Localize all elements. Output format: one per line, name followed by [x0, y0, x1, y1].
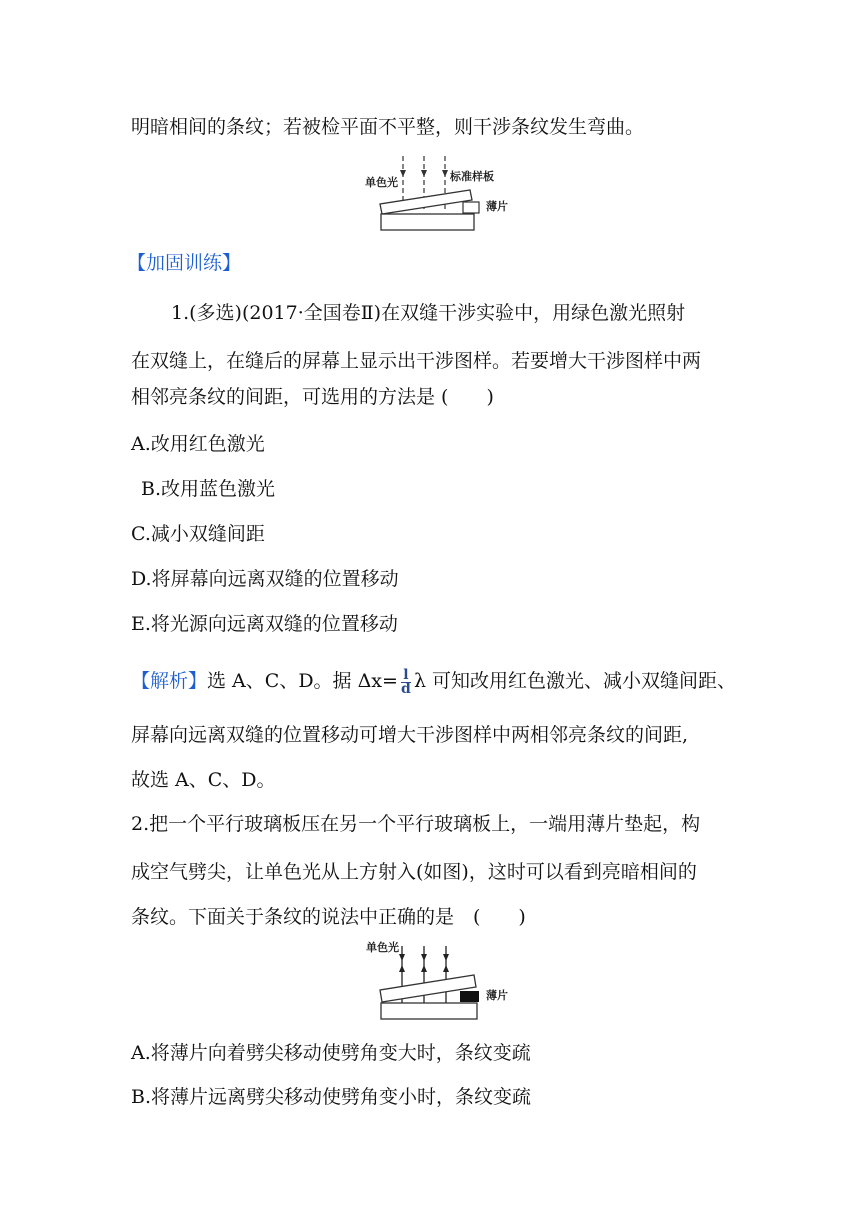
upper-plate-2: [380, 975, 476, 1002]
q2-line-2: 成空气劈尖，让单色光从上方射入(如图)，这时可以看到亮暗相间的: [131, 861, 697, 883]
fraction-l-over-d: [401, 666, 411, 697]
q1-option-d: D.将屏幕向远离双缝的位置移动: [131, 568, 399, 590]
fig2-label-light: 单色光: [366, 941, 399, 954]
fig1-label-light: 单色光: [365, 176, 398, 189]
q2-line-1: 2.把一个平行玻璃板压在另一个平行玻璃板上，一端用薄片垫起，构: [131, 813, 701, 835]
q1-option-c: C.减小双缝间距: [131, 523, 265, 545]
fig1-label-plate: 标准样板: [450, 170, 494, 183]
analysis-line-1: [131, 668, 736, 695]
analysis-pre: 选 A、C、D。据 Δx=: [207, 670, 398, 692]
q1-line-1: 1.(多选)(2017·全国卷Ⅱ)在双缝干涉实验中，用绿色激光照射: [171, 302, 686, 324]
standard-plate-1: [380, 190, 472, 214]
analysis-post: λ 可知改用红色激光、减小双缝间距、: [413, 670, 737, 692]
fig2-label-sheet: 薄片: [486, 989, 508, 1002]
q1-option-b: B.改用蓝色激光: [141, 478, 276, 500]
q2-line-3: 条纹。下面关于条纹的说法中正确的是 ( ): [131, 906, 526, 928]
analysis-tag: 【解析】: [131, 670, 208, 692]
intro-line: 明暗相间的条纹；若被检平面不平整，则干涉条纹发生弯曲。: [131, 116, 645, 138]
base-plate-2: [381, 1003, 477, 1019]
q1-option-a: A.改用红色激光: [131, 433, 265, 455]
light-rays-1: [400, 156, 448, 212]
fig1-label-sheet: 薄片: [486, 200, 508, 213]
analysis-line-2: 屏幕向远离双缝的位置移动可增大干涉图样中两相邻亮条纹的间距,: [131, 724, 689, 746]
q2-option-a: A.将薄片向着劈尖移动使劈角变大时，条纹变疏: [131, 1042, 531, 1064]
thin-sheet-2: [460, 991, 479, 1002]
q1-line-3: 相邻亮条纹的间距，可选用的方法是 ( ): [131, 386, 494, 408]
analysis-line-3: 故选 A、C、D。: [131, 769, 276, 791]
base-plate-1: [381, 214, 474, 230]
fraction-denominator: d: [401, 680, 411, 697]
fraction-numerator: l: [403, 666, 409, 683]
light-rays-2: [399, 946, 449, 1003]
thin-sheet-1: [463, 202, 479, 213]
q1-option-e: E.将光源向远离双缝的位置移动: [131, 613, 398, 635]
q2-option-b: B.将薄片远离劈尖移动使劈角变小时，条纹变疏: [131, 1086, 532, 1108]
section-title: 【加固训练】: [127, 252, 242, 274]
q1-line-2: 在双缝上，在缝后的屏幕上显示出干涉图样。若要增大干涉图样中两: [131, 350, 702, 372]
